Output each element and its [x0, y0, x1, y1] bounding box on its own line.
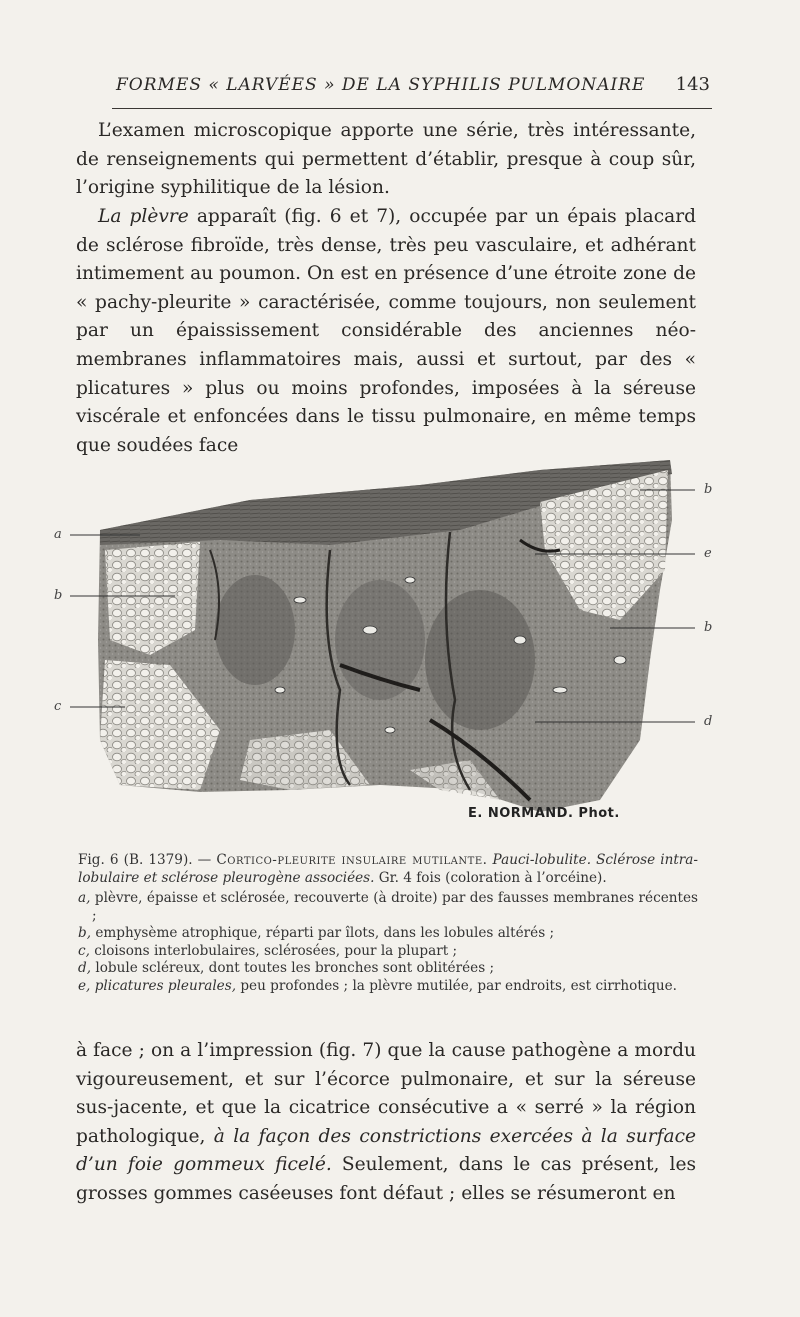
paragraph-3	[76, 1037, 696, 1209]
legend-text-italic: plicatures pleurales,	[90, 977, 237, 994]
legend-text: peu profondes ; la plèvre mutilée, par endroits, est cirrhotique.	[236, 977, 677, 994]
histology-figure	[0, 440, 800, 840]
label-a: a	[54, 527, 62, 542]
legend-item-e	[78, 978, 698, 996]
label-b-right-mid: b	[704, 620, 713, 635]
legend-text: plèvre, épaisse et sclérosée, recouverte (à droite) par des fausses membranes récentes ;	[90, 890, 698, 924]
caption-prefix: Fig. 6 (B. 1379). —	[78, 852, 217, 868]
label-b-left: b	[54, 588, 63, 603]
paragraph-3-text-b: Seulement, dans le cas présent, les grosses gommes caséeuses font défaut ; elles se résumeront en	[76, 1154, 696, 1204]
legend-key: e,	[78, 977, 91, 994]
legend-text: emphysème atrophique, réparti par îlots, dans les lobules altérés ;	[91, 925, 555, 942]
running-title: FORMES « LARVÉES » DE LA SYPHILIS PULMONAIRE	[116, 75, 646, 95]
paragraph-3-italic: à la façon des constrictions exercées à la surface d’un foie gommeux ficelé.	[76, 1125, 696, 1176]
caption-title-italic: Pauci-lobulite. Sclérose intra-lobulaire et sclérose pleurogène associées.	[78, 852, 698, 886]
figure-legend	[78, 890, 698, 996]
paragraph-2-text: apparaît (fig. 6 et 7), occupée par un épais placard de sclérose fibroïde, très dense, très peu vasculaire, et adhérant intimement au poumon. On est en présence d’une étroite zone de « pachy-pleurite » caractérisée, comme toujours, non seulement par un épaississement considérable des anciennes néo-membranes inflammatoires mais, aussi et surtout, par des « plicatures » plus ou moins profondes, imposées à la séreuse viscérale et enfoncées dans le tissu pulmonaire, en même temps que soudées face	[76, 206, 696, 456]
label-b-right-top: b	[704, 482, 713, 497]
running-header	[116, 74, 710, 95]
paragraph-3-text-a: à face ; on a l’impression (fig. 7) que la cause pathogène a mordu vigoureusement, et sur l’écorce pulmonaire, et sur la séreuse sus-jacente, et que la cicatrice consécutive a « serré » la région pathologique,	[76, 1040, 696, 1147]
legend-item-d	[78, 960, 698, 978]
legend-key: b,	[78, 925, 92, 942]
legend-key: d,	[78, 960, 92, 977]
caption-title: Cortico-pleurite insulaire mutilante.	[216, 852, 488, 868]
legend-key: a,	[78, 890, 91, 906]
label-e: e	[704, 546, 712, 561]
legend-key: c,	[78, 942, 90, 959]
figure-caption	[78, 852, 698, 887]
legend-text: lobule scléreux, dont toutes les bronches sont oblitérées ;	[91, 960, 495, 977]
legend-item-b	[78, 925, 698, 943]
paragraph-2-lead: La plèvre	[98, 206, 189, 227]
legend-item-c	[78, 943, 698, 961]
legend-text: cloisons interlobulaires, sclérosées, pour la plupart ;	[89, 942, 458, 959]
caption-suffix: Gr. 4 fois (coloration à l’orcéine).	[374, 869, 607, 886]
paragraph-2	[76, 203, 696, 460]
photo-credit: E. NORMAND. Phot.	[468, 806, 620, 821]
label-d: d	[704, 714, 713, 729]
paragraph-1: L’examen microscopique apporte une série, très intéressante, de renseignements qui permettent d’établir, presque à coup sûr, l’origine syphilitique de la lésion.	[76, 120, 696, 199]
header-rule	[112, 108, 712, 109]
label-c: c	[54, 699, 62, 714]
micrograph-image	[0, 440, 800, 840]
legend-item-a	[78, 890, 698, 925]
page-number: 143	[675, 74, 710, 95]
